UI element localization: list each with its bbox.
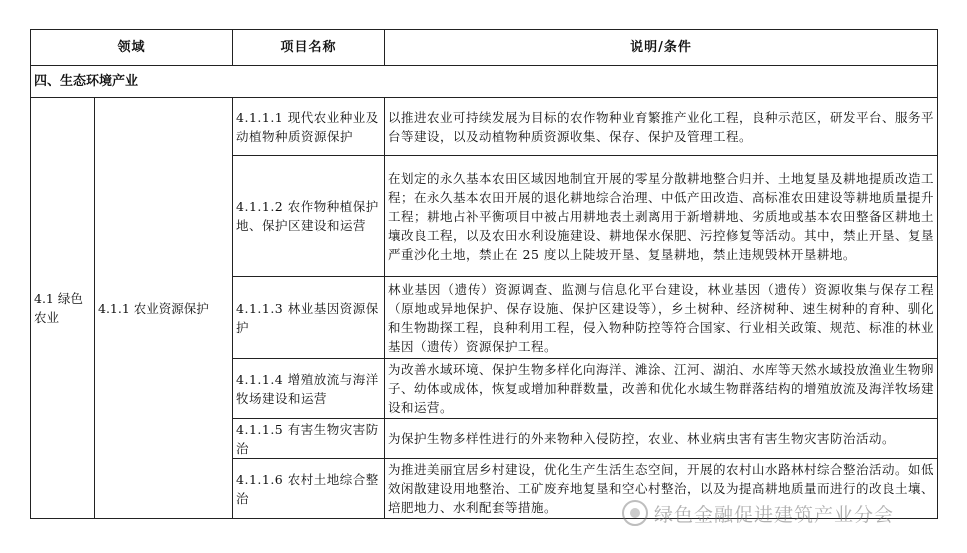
item-description-cell: 在划定的永久基本农田区域因地制宜开展的零星分散耕地整合归并、土地复垦及耕地提质改造工程；在永久基本农田开展的退化耕地综合治理、中低产田改造、高标准农田建设等耕地质量提升工程；耕地占补平衡项目中被占用耕地表土剥离用于新增耕地、劣质地或基本农田整备区耕地土壤改良工程，以及农田水利设施建设、耕地保水保肥、污控修复等活动。其中，禁止开垦、复垦严重沙化土地，禁止在 25 度以上陡坡开垦、复垦耕地，禁止违规毁林开垦耕地。: [385, 156, 938, 277]
section-row: [31, 66, 938, 98]
header-description: 说明/条件: [385, 30, 938, 66]
item-description-cell: 为推进美丽宜居乡村建设，优化生产生活生态空间，开展的农村山水路林村综合整治活动。如低效闲散建设用地整治、工矿废弃地复垦和空心村整治，以及为提高耕地质量而进行的改良土壤、培肥地力、水利配套等措施。: [385, 459, 938, 519]
item-description-cell: 林业基因（遗传）资源调查、监测与信息化平台建设，林业基因（遗传）资源收集与保存工程（原地或异地保护、保存设施、保护区建设等），乡土树种、经济树种、速生树种的育种、驯化和生物勘探工程，良种利用工程，侵入物种防控等符合国家、行业相关政策、规范、标准的林业基因（遗传）资源保护工程。: [385, 277, 938, 359]
header-domain: 领域: [31, 30, 233, 66]
classification-table: [30, 29, 938, 519]
table-header-row: [31, 30, 938, 66]
item-name-cell: 4.1.1.5 有害生物灾害防治: [233, 419, 385, 459]
item-name-cell: 4.1.1.2 农作物种植保护地、保护区建设和运营: [233, 156, 385, 277]
domain-cell: 4.1 绿色农业: [31, 98, 95, 519]
watermark-text: 绿色金融促进建筑产业分会: [654, 503, 895, 526]
watermark: [622, 500, 894, 526]
item-description-cell: 以推进农业可持续发展为目标的农作物种业育繁推产业化工程，良种示范区，研发平台、服务平台等建设，以及动植物种质资源收集、保存、保护及管理工程。: [385, 98, 938, 156]
item-description-cell: 为保护生物多样性进行的外来物种入侵防控，农业、林业病虫害有害生物灾害防治活动。: [385, 419, 938, 459]
item-name-cell: 4.1.1.4 增殖放流与海洋牧场建设和运营: [233, 359, 385, 419]
item-name-cell: 4.1.1.6 农村土地综合整治: [233, 459, 385, 519]
section-title: 四、生态环境产业: [31, 66, 938, 98]
subdomain-cell: 4.1.1 农业资源保护: [95, 98, 233, 519]
item-name-cell: 4.1.1.1 现代农业种业及动植物种质资源保护: [233, 98, 385, 156]
header-project-name: 项目名称: [233, 30, 385, 66]
wechat-logo-icon: [622, 500, 648, 526]
item-name-cell: 4.1.1.3 林业基因资源保护: [233, 277, 385, 359]
table-row: [31, 98, 938, 156]
item-description-cell: 为改善水域环境、保护生物多样化向海洋、滩涂、江河、湖泊、水库等天然水域投放渔业生物卵子、幼体或成体，恢复或增加种群数量，改善和优化水域生物群落结构的增殖放流及海洋牧场建设和运营。: [385, 359, 938, 419]
